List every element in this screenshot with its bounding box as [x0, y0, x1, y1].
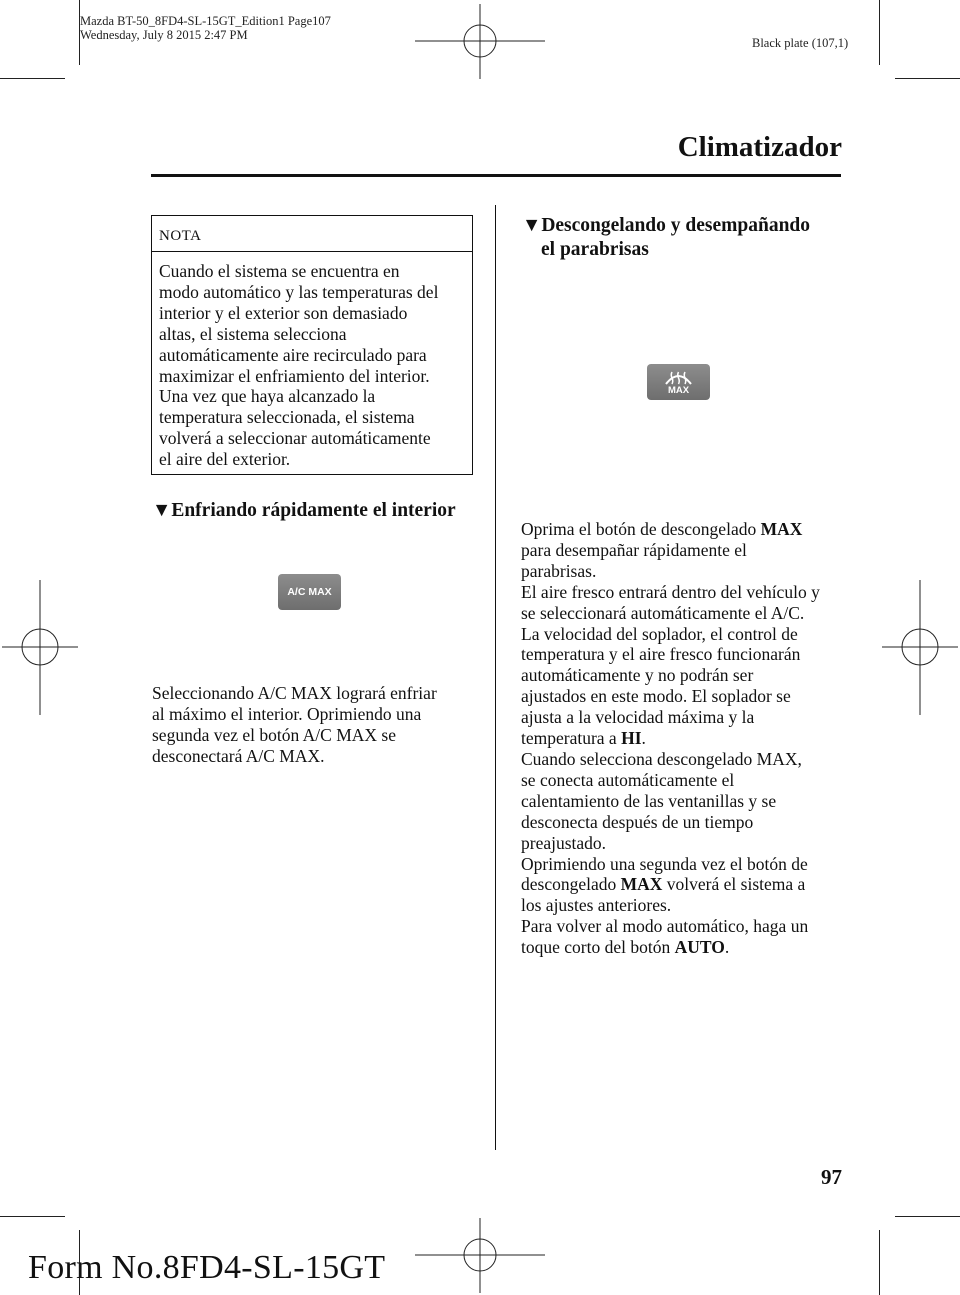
max-bold-text: MAX: [760, 519, 803, 539]
heading-defrost-line2: el parabrisas: [541, 239, 649, 260]
defrost-line: [521, 874, 846, 895]
defrost-line: automáticamente y no podrán ser: [521, 665, 754, 686]
page-number: 97: [821, 1165, 842, 1189]
cooling-line: desconectará A/C MAX.: [152, 745, 325, 766]
heading-defrost-line1: Descongelando y desempañando: [541, 215, 811, 236]
note-text: [159, 261, 471, 470]
defrost-line: se conecta automáticamente el: [521, 769, 735, 790]
defrost-line: se seleccionará automáticamente el A/C.: [521, 602, 805, 623]
section-title: Climatizador: [677, 131, 842, 163]
note-box: [151, 215, 473, 475]
cooling-line: segunda vez el botón A/C MAX se: [152, 724, 396, 745]
defrost-line: parabrisas.: [521, 560, 597, 581]
heading-cooling-text: Enfriando rápidamente el interior: [171, 500, 456, 521]
hi-bold-text: HI: [621, 728, 642, 749]
defrost-line: desconecta después de un tiempo: [521, 811, 754, 832]
heading-defrost: [522, 214, 810, 262]
defrost-line: Para volver al modo automático, haga un: [521, 916, 809, 937]
cooling-line: Seleccionando A/C MAX logrará enfriar: [152, 683, 437, 703]
registration-mark-left: [2, 580, 78, 715]
note-line: altas, el sistema selecciona: [159, 323, 347, 344]
defrost-text: volverá el sistema a: [662, 874, 806, 895]
note-line: el aire del exterior.: [159, 449, 291, 470]
defrost-line: [521, 519, 846, 540]
defrost-line: [521, 728, 846, 749]
defrost-text: .: [724, 937, 730, 958]
triangle-marker-icon: ▼: [152, 500, 172, 521]
ac-max-button-label: A/C MAX: [287, 586, 332, 598]
triangle-marker-icon: ▼: [522, 215, 542, 236]
defrost-line: los ajustes anteriores.: [521, 895, 672, 916]
defrost-paragraph: [521, 519, 846, 958]
defrost-line: calentamiento de las ventanillas y se: [521, 790, 777, 811]
note-line: interior y el exterior son demasiado: [159, 302, 408, 323]
max-button-label: MAX: [667, 385, 690, 396]
column-divider: [495, 205, 496, 1150]
note-line: Una vez que haya alcanzado la: [159, 386, 376, 407]
note-line: volverá a seleccionar automáticamente: [159, 428, 431, 449]
defrost-line: para desempañar rápidamente el: [521, 539, 747, 560]
registration-mark-top: [415, 4, 545, 79]
defrost-line: ajustados en este modo. El soplador se: [521, 686, 791, 707]
cooling-line: al máximo el interior. Oprimiendo una: [152, 703, 422, 724]
max-bold-text: MAX: [620, 874, 663, 895]
max-defrost-button-image: [647, 364, 710, 400]
plate-info: Black plate (107,1): [752, 36, 849, 50]
note-line: Cuando el sistema se encuentra en: [159, 261, 400, 281]
note-line: automáticamente aire recirculado para: [159, 344, 427, 365]
defrost-text: .: [641, 728, 646, 749]
auto-bold-text: AUTO: [674, 937, 725, 958]
defrost-text: Oprima el botón de descongelado: [521, 519, 761, 539]
defrost-line: Oprimiendo una segunda vez el botón de: [521, 853, 808, 874]
print-info-line1: Mazda BT-50_8FD4-SL-15GT_Edition1 Page107: [80, 14, 331, 28]
defrost-text: toque corto del botón: [521, 937, 675, 958]
defrost-text: descongelado: [521, 874, 621, 895]
defrost-line: El aire fresco entrará dentro del vehículo y: [521, 581, 820, 602]
note-line: modo automático y las temperaturas del: [159, 281, 439, 302]
defrost-text: temperatura a: [521, 728, 622, 749]
registration-mark-right: [882, 580, 958, 715]
defrost-line: [521, 937, 846, 958]
defrost-line: ajusta a la velocidad máxima y la: [521, 707, 755, 728]
note-line: temperatura seleccionada, el sistema: [159, 407, 415, 428]
registration-mark-bottom: [415, 1218, 545, 1293]
heading-cooling: [152, 499, 456, 523]
title-rule: [151, 174, 841, 177]
print-info-line2: Wednesday, July 8 2015 2:47 PM: [80, 28, 248, 42]
defrost-line: Cuando selecciona descongelado MAX,: [521, 748, 802, 769]
defrost-line: La velocidad del soplador, el control de: [521, 623, 798, 644]
note-label: NOTA: [159, 228, 202, 244]
form-number: Form No.8FD4-SL-15GT: [28, 1249, 386, 1286]
ac-max-button-image: [278, 574, 341, 610]
note-divider: [152, 251, 472, 252]
note-line: maximizar el enfriamiento del interior.: [159, 365, 430, 386]
defrost-line: preajustado.: [521, 832, 607, 853]
defrost-line: temperatura y el aire fresco funcionarán: [521, 644, 801, 665]
cooling-paragraph: [152, 683, 482, 767]
